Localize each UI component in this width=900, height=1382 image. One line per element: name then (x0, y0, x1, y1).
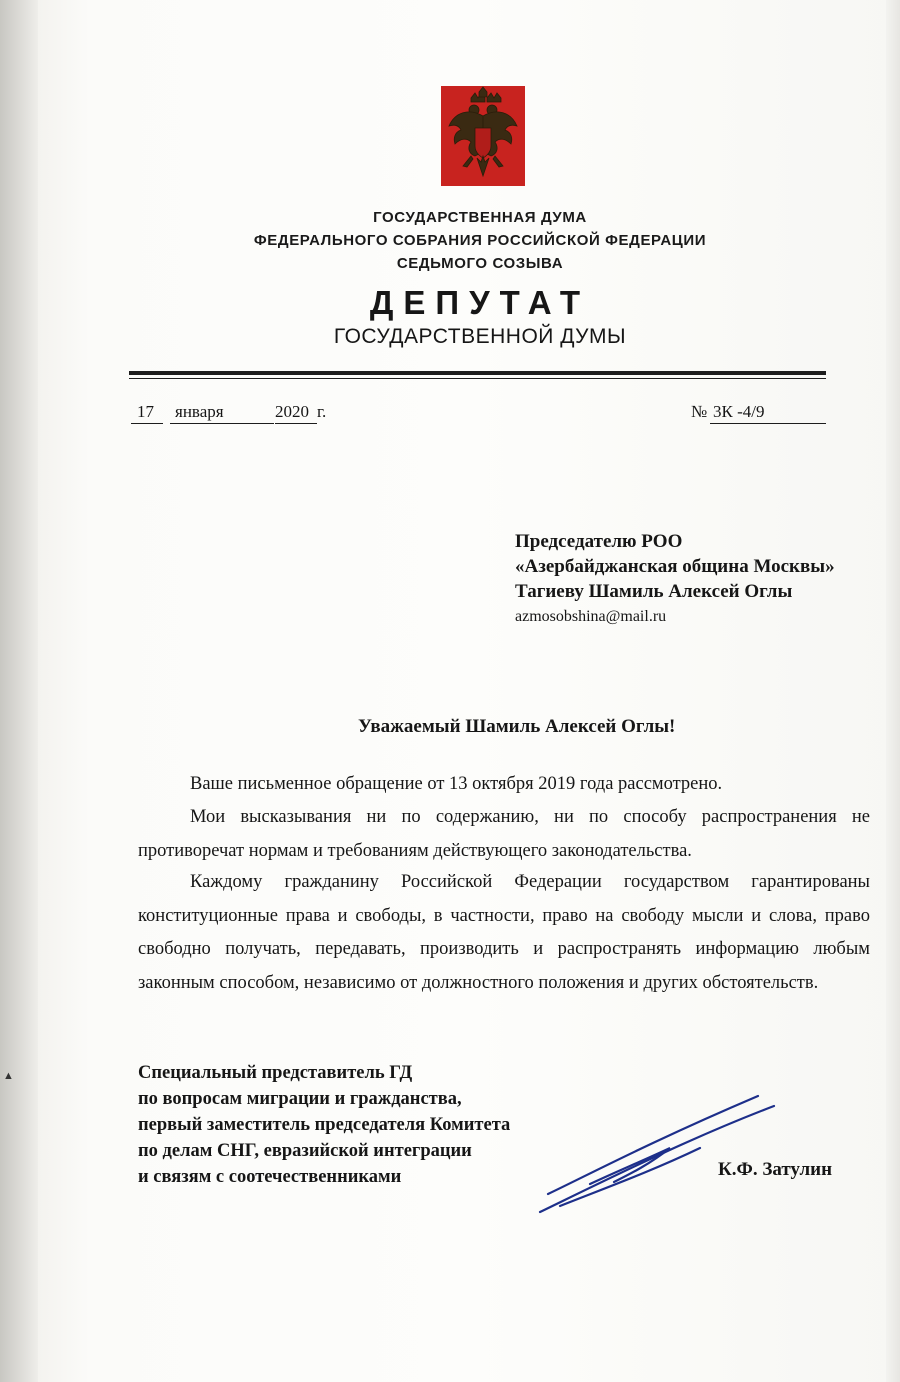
signatory-position-line-4: по делам СНГ, евразийской интеграции (138, 1141, 472, 1161)
russian-coat-of-arms-icon (441, 86, 525, 186)
addressee-line-2: «Азербайджанская община Москвы» (515, 556, 835, 577)
letter-number: 3К -4/9 (713, 402, 765, 421)
sheet-edge (886, 0, 900, 1382)
addressee-line-3: Тагиеву Шамиль Алексей Оглы (515, 581, 793, 602)
signatory-position-line-1: Специальный представитель ГД (138, 1063, 413, 1083)
handwritten-signature (530, 1082, 790, 1222)
letter-number-prefix: № (691, 402, 708, 421)
signatory-position-line-5: и связям с соотечественниками (138, 1167, 402, 1187)
signatory-name: К.Ф. Затулин (718, 1159, 833, 1180)
greeting: Уважаемый Шамиль Алексей Оглы! (358, 716, 676, 737)
margin-mark: ▲ (3, 1070, 14, 1082)
date-month: января (175, 402, 224, 421)
page-shadow (0, 0, 40, 1382)
letterhead-rule (129, 371, 826, 375)
paragraph-1: Ваше письменное обращение от 13 октября 2019 года рассмотрено. (190, 774, 723, 794)
letter-number-underline (710, 423, 826, 424)
letterhead-subtitle: ГОСУДАРСТВЕННОЙ ДУМЫ (333, 325, 627, 348)
date-year-suffix: г. (317, 402, 327, 421)
addressee-line-1: Председателю РОО (515, 531, 683, 552)
letterhead-title: ДЕПУТАТ (369, 284, 591, 321)
paragraph-2: Мои высказывания ни по содержанию, ни по способу распространения не противоречат нормам и требованиям действующего законодательства. (138, 807, 870, 861)
org-name-line-1: ГОСУДАРСТВЕННАЯ ДУМА (373, 209, 587, 226)
addressee-email: azmosobshina@mail.ru (515, 608, 667, 625)
date-day-underline (131, 423, 163, 424)
paragraph-3: Каждому гражданину Российской Федерации государством гарантированы конституционные права и свободы, в частности, право на свободу мысли и слова, право свободно получать, передавать, производить и распространять информацию любым законным способом, независимо от должностного положения и других обстоятельств. (138, 872, 870, 993)
date-year-underline (275, 423, 317, 424)
date-year: 2020 (275, 402, 309, 421)
org-name-line-3: СЕДЬМОГО СОЗЫВА (396, 255, 564, 272)
letterhead-rule-thin (129, 378, 826, 379)
signatory-position-line-3: первый заместитель председателя Комитета (138, 1115, 511, 1135)
signatory-position (138, 1060, 510, 1190)
date-month-underline (170, 423, 274, 424)
signatory-position-line-2: по вопросам миграции и гражданства, (138, 1089, 462, 1109)
org-name-line-2: ФЕДЕРАЛЬНОГО СОБРАНИЯ РОССИЙСКОЙ ФЕДЕРАЦИИ (253, 232, 707, 249)
date-day: 17 (137, 402, 154, 421)
